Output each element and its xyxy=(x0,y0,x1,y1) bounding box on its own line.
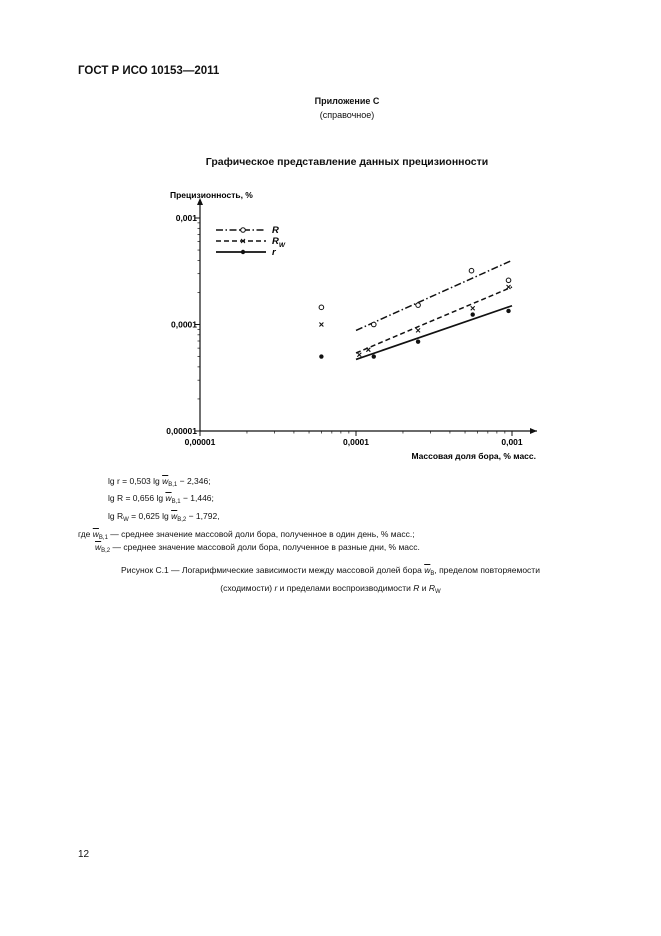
caption-line-2 xyxy=(0,581,661,599)
point-rw xyxy=(319,323,323,327)
legend-label-r-small: r xyxy=(272,247,276,258)
equation-3 xyxy=(108,511,220,523)
annex-heading xyxy=(0,94,661,122)
fit-line-rw xyxy=(356,287,512,353)
caption-var: $\overline{w}$ xyxy=(424,565,431,575)
caption-and: и xyxy=(419,583,429,593)
x-tick-label: 0,00001 xyxy=(184,437,216,447)
definition-var-sub: B,1 xyxy=(98,535,108,541)
fit-lines xyxy=(356,260,512,359)
caption-text-d: и пределами воспроизводимости xyxy=(277,583,414,593)
point-r-small xyxy=(416,339,420,343)
point-r-small xyxy=(372,354,376,358)
caption-r: r xyxy=(274,583,278,593)
equation-rhs: − 1,792, xyxy=(186,511,220,521)
caption-R: R xyxy=(413,583,420,593)
x-tick-label: 0,0001 xyxy=(343,437,369,447)
legend-label-rw: $R_W$ xyxy=(272,236,286,249)
equation-var: $\overline{w}$ xyxy=(171,511,178,521)
y-tick-label: 0,00001 xyxy=(166,426,197,436)
equation-mid: = 0,503 lg xyxy=(119,476,163,486)
x-axis-title: Массовая доля бора, % масс. xyxy=(411,451,536,461)
document-header: ГОСТ Р ИСО 10153—2011 xyxy=(78,65,220,77)
definition-var: $\overline{w}$ xyxy=(95,542,102,552)
equation-var-sub: B,1 xyxy=(171,499,181,505)
x-axis-arrow xyxy=(530,428,537,434)
y-tick-label: 0,0001 xyxy=(171,319,197,330)
chart-legend xyxy=(216,225,286,258)
point-r-small xyxy=(506,309,510,313)
y-axis-title: Прецизионность, % xyxy=(170,190,253,200)
point-rw xyxy=(357,353,361,357)
point-rw xyxy=(416,328,420,332)
annex-subtitle: (справочное) xyxy=(319,110,375,120)
equation-lhs: lg r xyxy=(108,476,120,486)
equation-2 xyxy=(108,493,214,505)
point-r xyxy=(319,305,324,310)
equation-lhs-sub: W xyxy=(123,517,129,523)
equation-var: $\overline{w}$ xyxy=(165,493,172,503)
equation-mid: = 0,625 lg xyxy=(128,511,172,521)
point-rw xyxy=(471,306,475,310)
definition-2 xyxy=(95,542,420,554)
caption-text-b: , пределом повторяемости xyxy=(434,565,540,575)
point-r-small xyxy=(319,354,323,358)
caption-line-1 xyxy=(0,563,661,581)
equation-var-sub: B,1 xyxy=(168,482,178,488)
definition-1 xyxy=(78,529,415,541)
y-tick-label: 0,001 xyxy=(175,213,197,223)
equation-lhs: lg R xyxy=(108,493,124,503)
equation-lhs: lg R xyxy=(108,511,124,521)
equation-var-sub: B,2 xyxy=(177,517,187,523)
data-points xyxy=(319,268,511,358)
point-r xyxy=(506,278,511,283)
point-rw xyxy=(507,285,511,289)
caption-RW: R xyxy=(428,583,436,593)
x-tick-label: 0,001 xyxy=(501,437,523,447)
legend-label-r: R xyxy=(272,225,279,236)
figure-caption xyxy=(0,563,661,599)
annex-title: Приложение С xyxy=(314,96,380,106)
caption-var-sub: B xyxy=(430,571,435,577)
caption-text-a: Рисунок С.1 — Логарифмические зависимости между массовой долей бора xyxy=(121,565,425,575)
point-r-small xyxy=(471,312,475,316)
point-r xyxy=(416,303,421,308)
equation-mid: = 0,656 lg xyxy=(123,493,166,503)
caption-text-c: (сходимости) xyxy=(220,583,275,593)
definition-text: — среднее значение массовой доли бора, полученное в один день, % масс.; xyxy=(107,529,415,539)
definition-prefix: где xyxy=(78,529,93,539)
caption-RW-sub: W xyxy=(435,589,441,595)
point-rw xyxy=(366,348,370,352)
precision-chart xyxy=(0,180,661,470)
equation-rhs: − 1,446; xyxy=(180,493,214,503)
equation-rhs: − 2,346; xyxy=(177,476,211,486)
definition-var-sub: B,2 xyxy=(101,548,111,554)
definition-text: — среднее значение массовой доли бора, полученное в разные дни, % масс. xyxy=(110,542,420,552)
page-number: 12 xyxy=(78,849,90,860)
legend-marker-r xyxy=(241,228,246,233)
definition-var: $\overline{w}$ xyxy=(92,529,99,539)
equation-1 xyxy=(108,476,211,488)
equation-var: $\overline{w}$ xyxy=(162,476,169,486)
point-r xyxy=(469,268,474,273)
point-r xyxy=(371,322,376,327)
legend-marker-r-small xyxy=(241,250,245,254)
legend-label-sub: W xyxy=(278,242,286,249)
fit-line-r-small xyxy=(356,306,512,360)
figure-title: Графическое представление данных прецизионности xyxy=(205,156,489,168)
